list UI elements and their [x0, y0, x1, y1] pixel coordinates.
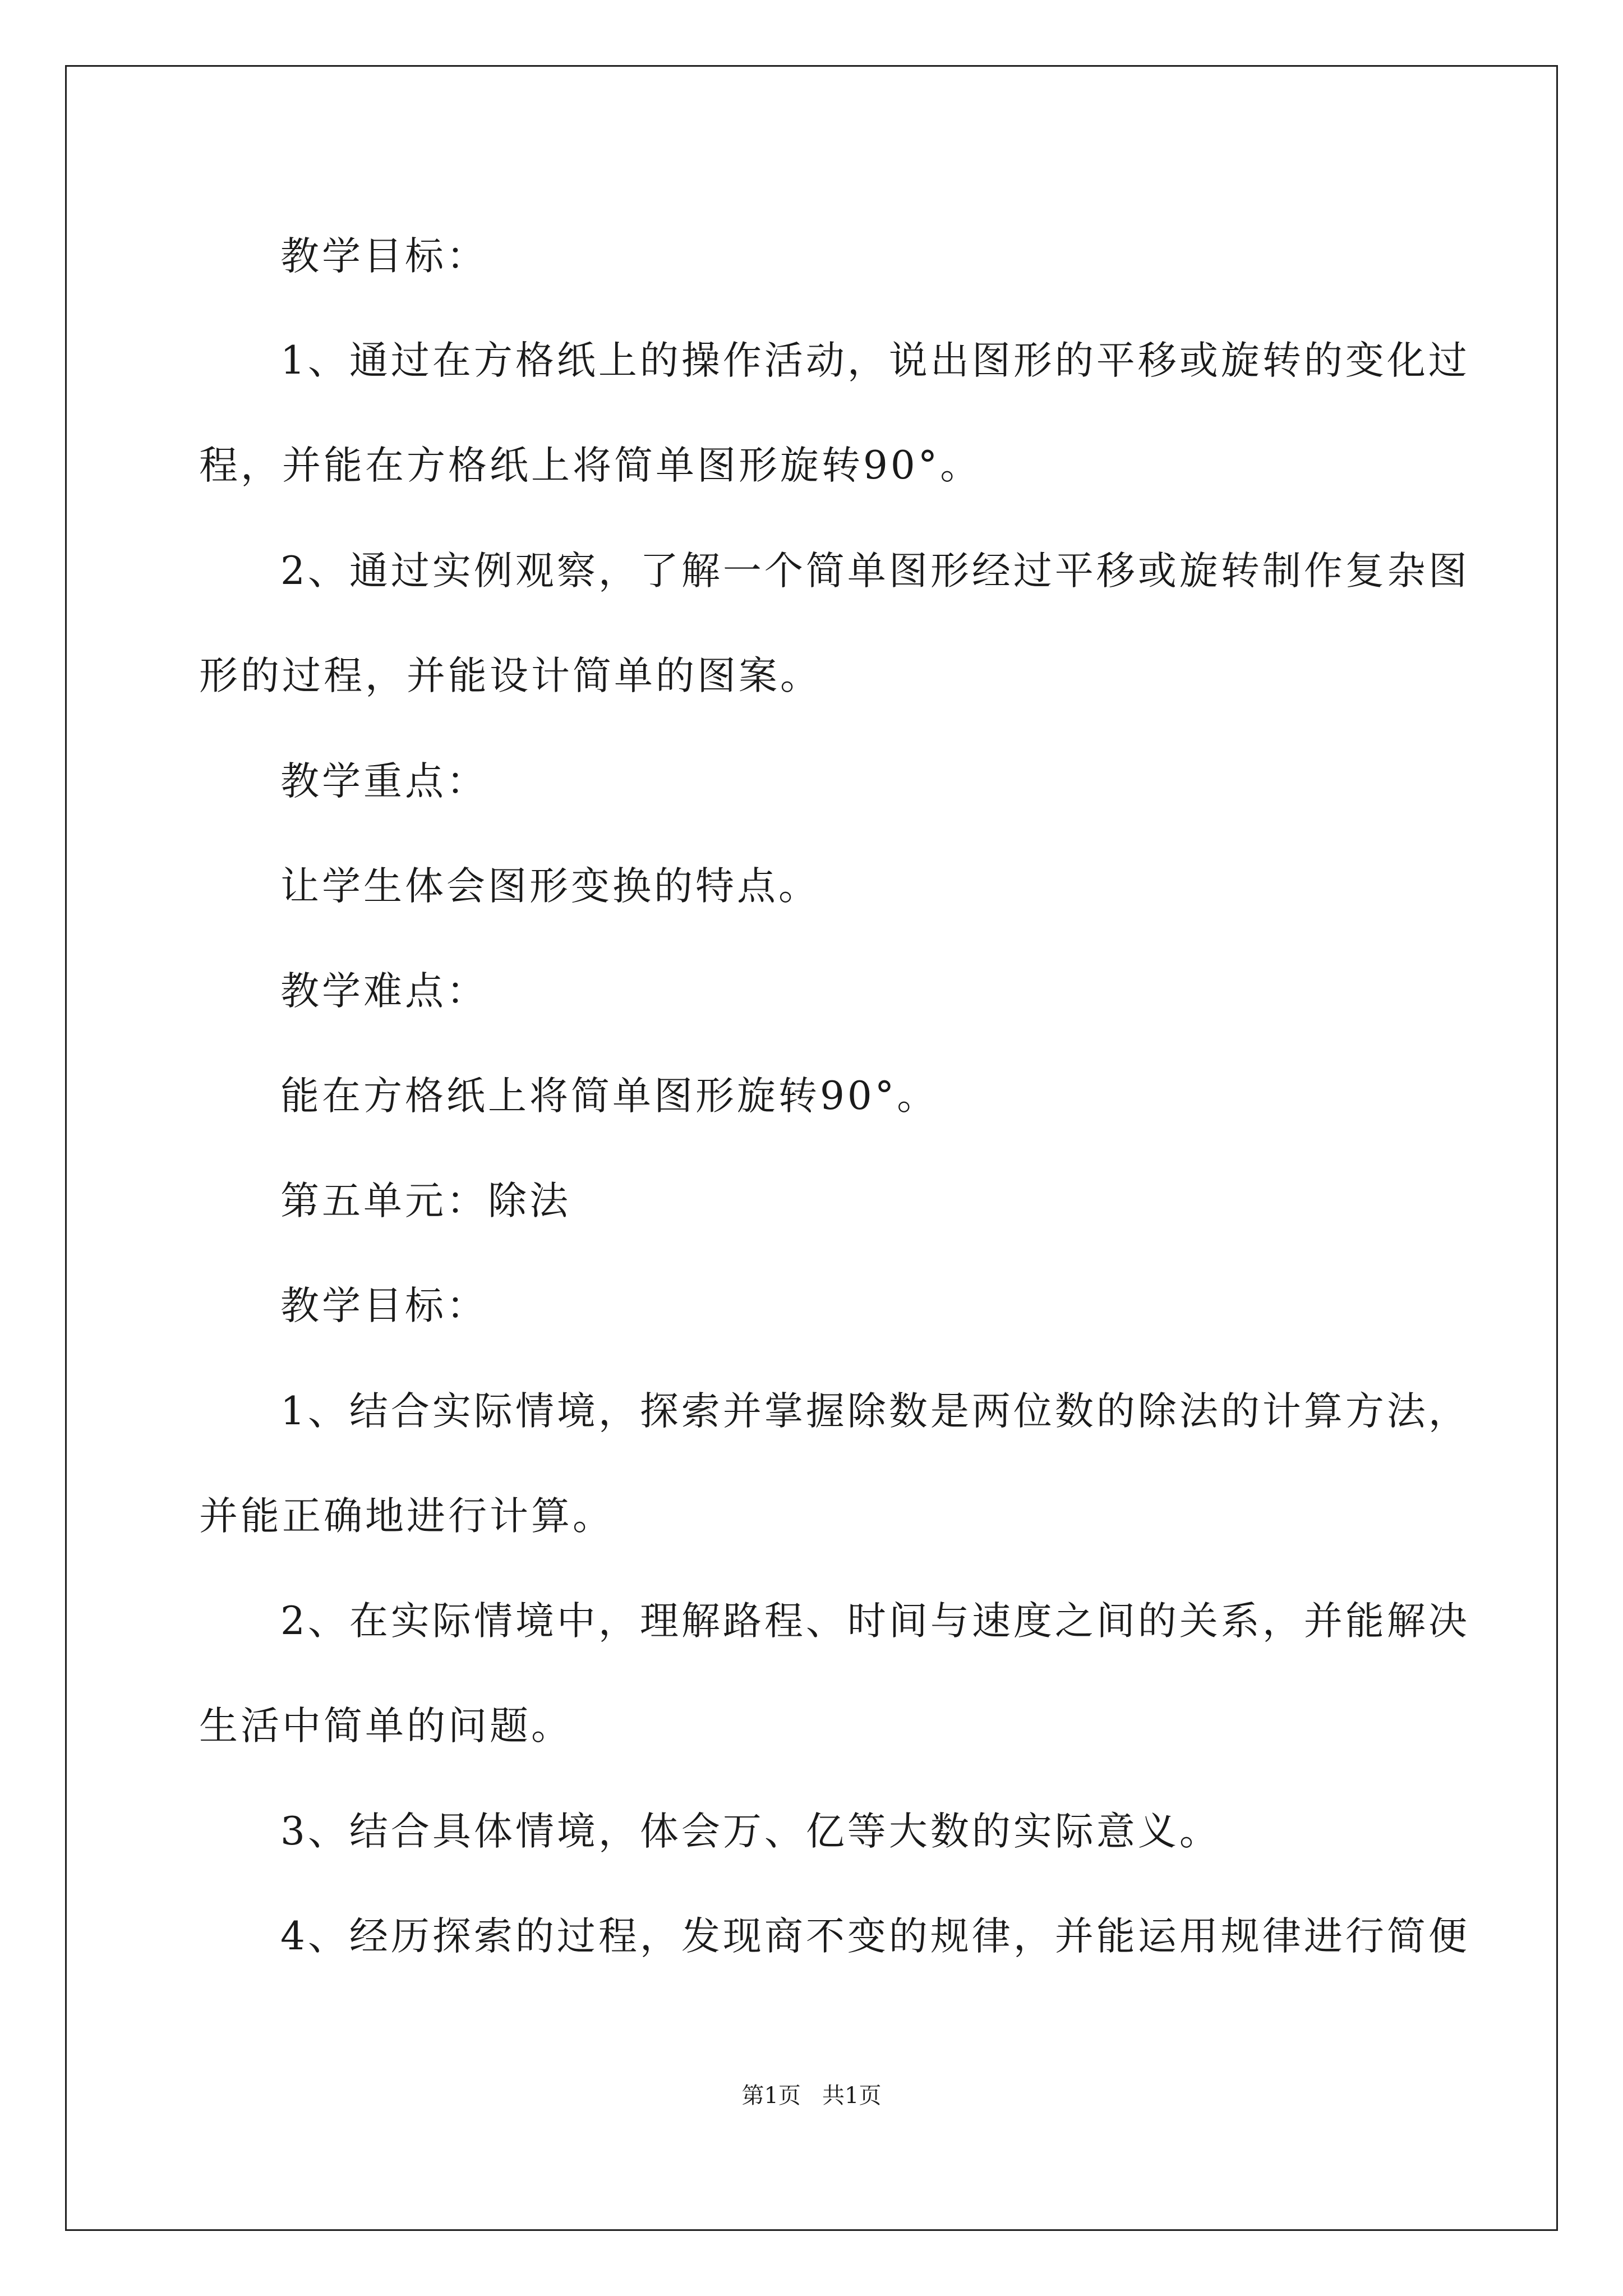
paragraph-line: 1、通过在方格纸上的操作活动，说出图形的平移或旋转的变化过 [280, 338, 1470, 383]
paragraph-line: 形的过程，并能设计简单的图案。 [199, 654, 822, 698]
paragraph-line: 程，并能在方格纸上将简单图形旋转90°。 [199, 443, 982, 488]
page-border [65, 65, 1558, 2231]
paragraph-line: 3、结合具体情境，体会万、亿等大数的实际意义。 [280, 1809, 1221, 1854]
unit-title: 第五单元：除法 [280, 1179, 571, 1223]
section-heading-objectives: 教学目标： [280, 1283, 488, 1328]
paragraph-line: 并能正确地进行计算。 [199, 1494, 614, 1539]
paragraph-line: 生活中简单的问题。 [199, 1704, 573, 1749]
paragraph-line: 1、结合实际情境，探索并掌握除数是两位数的除法的计算方法， [280, 1389, 1470, 1434]
section-heading-difficulties: 教学难点： [280, 969, 488, 1014]
section-heading-objectives: 教学目标： [280, 234, 488, 279]
paragraph-line: 4、经历探索的过程，发现商不变的规律，并能运用规律进行简便 [280, 1914, 1470, 1959]
page-number-footer: 第1页 共1页 [741, 2083, 882, 2109]
section-heading-key-points: 教学重点： [280, 759, 488, 804]
paragraph-line: 2、在实际情境中，理解路程、时间与速度之间的关系，并能解决 [280, 1599, 1470, 1644]
paragraph-line: 2、通过实例观察，了解一个简单图形经过平移或旋转制作复杂图 [280, 549, 1470, 593]
paragraph-line: 能在方格纸上将简单图形旋转90°。 [280, 1074, 939, 1119]
paragraph-line: 让学生体会图形变换的特点。 [280, 864, 820, 909]
